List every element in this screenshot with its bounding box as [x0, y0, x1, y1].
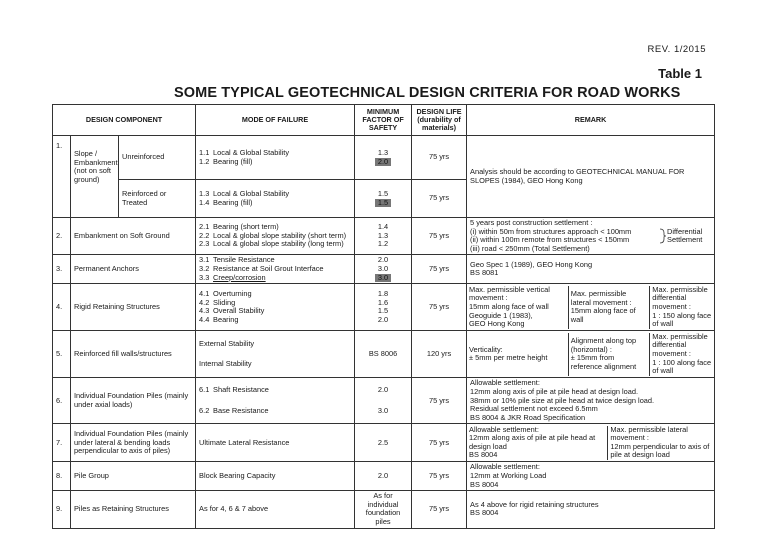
table-header-row — [53, 105, 715, 136]
table-label: Table 1 — [658, 66, 702, 81]
mode-number: 2.2 — [199, 230, 210, 240]
mode-cell — [196, 218, 355, 255]
life-cell: 75 yrs — [412, 462, 467, 491]
table-row — [53, 218, 715, 255]
remark-cell — [467, 331, 715, 378]
life-cell: 75 yrs — [412, 180, 467, 218]
life-cell: 75 yrs — [412, 378, 467, 424]
fos-cell: 2.0 — [355, 462, 412, 491]
fos-value: 1.8 — [377, 289, 389, 299]
component-cell: Permanent Anchors — [71, 255, 196, 284]
table-row — [53, 284, 715, 331]
remark-cell — [467, 218, 715, 255]
mode-cell — [196, 180, 355, 218]
header-min-fos: MINIMUM FACTOR OF SAFETY — [355, 105, 412, 136]
remark-line: GEO Hong Kong — [469, 319, 525, 329]
fos-value: 2.0 — [377, 314, 389, 324]
remark-line: BS 8004 — [469, 450, 498, 460]
remark-cell: Analysis should be according to GEOTECHNICAL MANUAL FOR SLOPES (1984), GEO Hong Kong — [467, 136, 715, 218]
table-row — [53, 462, 715, 491]
table-row — [53, 255, 715, 284]
life-cell: 75 yrs — [412, 136, 467, 180]
page-title: SOME TYPICAL GEOTECHNICAL DESIGN CRITERIA FOR ROAD WORKS — [174, 85, 681, 101]
fos-cell — [355, 180, 412, 218]
remark-line: Allowable settlement: — [470, 378, 540, 388]
header-mode-of-failure: MODE OF FAILURE — [196, 105, 355, 136]
remark-line: BS 8004 — [470, 479, 499, 489]
fos-cell — [355, 218, 412, 255]
remark-line: (iii) road < 250mm (Total Settlement) — [470, 243, 590, 253]
mode-cell — [196, 284, 355, 331]
brace-label: Differential Settlement — [667, 227, 703, 245]
remark-subtable — [467, 286, 714, 329]
mode-cell — [196, 255, 355, 284]
header-design-life: DESIGN LIFE (durability of materials) — [412, 105, 467, 136]
mode-number: 4.2 — [199, 297, 210, 307]
fos-value: 1.2 — [377, 239, 389, 249]
remark-cell — [467, 462, 715, 491]
remark-line: Verticality: — [469, 344, 503, 354]
fos-cell: As for individual foundation piles — [355, 491, 412, 528]
mode-cell — [196, 378, 355, 424]
revision-label: REV. 1/2015 — [647, 44, 706, 55]
fos-value: 2.0 — [375, 158, 391, 167]
mode-number: 1.1 — [199, 147, 210, 157]
mode-number: 3.1 — [199, 255, 210, 265]
mode-text: Tensile Resistance — [213, 255, 275, 265]
component-cell: Pile Group — [71, 462, 196, 491]
remark-line: Residual settlement not exceed 6.5mm — [470, 404, 598, 414]
header-design-component: DESIGN COMPONENT — [53, 105, 196, 136]
table-row — [53, 331, 715, 378]
remark-line: 1 : 100 along face of wall — [652, 357, 712, 376]
remark-line: Allowable settlement: — [470, 462, 540, 472]
fos-value: 1.3 — [377, 147, 389, 157]
header-remark: REMARK — [467, 105, 715, 136]
mode-text: Overall Stability — [213, 306, 265, 316]
mode-text: Bearing — [213, 314, 239, 324]
fos-value: 2.0 — [377, 385, 389, 395]
remark-line: BS 8004 & JKR Road Specification — [470, 412, 586, 422]
remark-subcell — [650, 333, 714, 376]
fos-cell — [355, 255, 412, 284]
mode-number: 3.3 — [199, 272, 210, 282]
mode-cell: Ultimate Lateral Resistance — [196, 424, 355, 462]
row-number: 8. — [53, 462, 71, 491]
remark-line: 15mm along face of wall — [570, 306, 636, 324]
table-row — [53, 491, 715, 528]
brace-icon — [659, 228, 667, 244]
row-number: 6. — [53, 378, 71, 424]
row-number: 1. — [53, 136, 71, 218]
mode-number: 6.1 — [199, 385, 210, 395]
remark-line: Max. permissible lateral movement : — [570, 289, 632, 307]
remark-subcell — [650, 286, 714, 329]
remark-subcell — [568, 333, 650, 376]
remark-subcell — [467, 286, 568, 329]
remark-subcell — [467, 333, 568, 376]
fos-value: 3.0 — [377, 405, 389, 415]
fos-cell: BS 8006 — [355, 331, 412, 378]
remark-cell — [467, 284, 715, 331]
life-cell: 75 yrs — [412, 424, 467, 462]
remark-line: BS 8081 — [470, 268, 499, 278]
remark-line: Max. permissible differential movement : — [652, 332, 708, 359]
table-row — [53, 136, 715, 180]
remark-cell — [467, 378, 715, 424]
fos-cell — [355, 378, 412, 424]
life-cell: 120 yrs — [412, 331, 467, 378]
row-number: 3. — [53, 255, 71, 284]
life-cell: 75 yrs — [412, 491, 467, 528]
remark-subcell — [467, 426, 608, 460]
remark-line: 15mm along face of wall — [469, 302, 549, 312]
remark-subtable — [467, 426, 714, 460]
remark-line: 1 : 150 along face of wall — [652, 310, 712, 329]
row-number: 9. — [53, 491, 71, 528]
mode-text: Local & global slope stability (short term) — [213, 230, 347, 240]
fos-value: 1.3 — [377, 230, 389, 240]
remark-subcell — [568, 286, 650, 329]
table-row — [53, 424, 715, 462]
mode-number: 4.1 — [199, 289, 210, 299]
remark-cell — [467, 491, 715, 528]
fos-value: 3.0 — [377, 264, 389, 274]
remark-line: Max. permissible differential movement : — [652, 285, 708, 312]
mode-number: 1.2 — [199, 156, 210, 166]
life-cell: 75 yrs — [412, 218, 467, 255]
life-cell: 75 yrs — [412, 284, 467, 331]
mode-number: 6.2 — [199, 405, 210, 415]
mode-text: Internal Stability — [199, 359, 252, 369]
remark-line: Alignment along top (horizontal) : — [570, 336, 637, 354]
remark-line: ± 5mm per metre height — [469, 353, 548, 363]
mode-text: Creep/corrosion — [213, 272, 266, 282]
remark-line: Max. permissible lateral movement : — [610, 425, 688, 443]
mode-number: 1.3 — [199, 188, 210, 198]
mode-cell — [196, 331, 355, 378]
fos-value: 1.4 — [377, 222, 389, 232]
mode-number: 2.1 — [199, 222, 210, 232]
component-cell: Individual Foundation Piles (mainly under axial loads) — [71, 378, 196, 424]
mode-text: Local & Global Stability — [213, 188, 290, 198]
row-number: 4. — [53, 284, 71, 331]
remark-subcell — [608, 426, 714, 460]
mode-text: External Stability — [199, 338, 255, 348]
life-cell: 75 yrs — [412, 255, 467, 284]
remark-line: 5 years post construction settlement : — [470, 218, 593, 227]
mode-cell — [196, 136, 355, 180]
criteria-table — [52, 104, 715, 529]
mode-text: Base Resistance — [213, 405, 269, 415]
fos-value: 1.5 — [377, 306, 389, 316]
row-number: 5. — [53, 331, 71, 378]
mode-cell: As for 4, 6 & 7 above — [196, 491, 355, 528]
fos-value: 1.5 — [375, 199, 391, 208]
remark-line: 38mm or 10% pile size at pile head at twice design load. — [470, 395, 655, 405]
remark-line: 12mm along axis of pile at pile head at design load — [469, 433, 596, 451]
remark-line: ± 15mm from reference alignment — [570, 353, 637, 371]
remark-line: Geo Spec 1 (1989), GEO Hong Kong — [470, 259, 593, 269]
mode-cell: Block Bearing Capacity — [196, 462, 355, 491]
row-number: 2. — [53, 218, 71, 255]
mode-number: 1.4 — [199, 197, 210, 207]
subcomponent-cell: Unreinforced — [119, 136, 196, 180]
component-cell: Embankment on Soft Ground — [71, 218, 196, 255]
mode-text: Local & global slope stability (long term) — [213, 239, 344, 249]
row-number: 7. — [53, 424, 71, 462]
remark-line: As 4 above for rigid retaining structures — [470, 499, 599, 509]
fos-cell: 2.5 — [355, 424, 412, 462]
component-cell: Rigid Retaining Structures — [71, 284, 196, 331]
remark-line: 12mm along axis of pile at pile head at design load. — [470, 386, 639, 396]
remark-line: (i) within 50m from structures approach < 100mm — [470, 226, 632, 236]
mode-number: 3.2 — [199, 264, 210, 274]
remark-line: 12mm at Working Load — [470, 470, 547, 480]
mode-text: Overturning — [213, 289, 252, 299]
component-cell: Individual Foundation Piles (mainly under lateral & bending loads perpendicular to axis of piles) — [71, 424, 196, 462]
fos-cell — [355, 284, 412, 331]
component-cell: Slope / Embankment (not on soft ground) — [71, 136, 119, 218]
remark-line: Allowable settlement: — [469, 425, 539, 434]
remark-line: Max. permissible vertical movement : — [469, 285, 550, 303]
remark-cell — [467, 424, 715, 462]
mode-number: 2.3 — [199, 239, 210, 249]
mode-text: Bearing (short term) — [213, 222, 279, 232]
mode-text: Shaft Resistance — [213, 385, 269, 395]
remark-line: Geoguide 1 (1983), — [469, 310, 533, 320]
mode-text: Resistance at Soil Grout Interface — [213, 264, 324, 274]
table-row — [53, 378, 715, 424]
remark-line: (ii) within 100m remote from structures < 150mm — [470, 235, 630, 245]
remark-line: BS 8004 — [470, 508, 499, 518]
mode-text: Bearing (fill) — [213, 156, 253, 166]
subcomponent-cell: Reinforced or Treated — [119, 180, 196, 218]
fos-value: 2.0 — [377, 255, 389, 265]
fos-value: 1.6 — [377, 297, 389, 307]
fos-value: 3.0 — [375, 274, 391, 283]
mode-number: 4.4 — [199, 314, 210, 324]
component-cell: Piles as Retaining Structures — [71, 491, 196, 528]
component-cell: Reinforced fill walls/structures — [71, 331, 196, 378]
mode-number: 4.3 — [199, 306, 210, 316]
mode-text: Local & Global Stability — [213, 147, 290, 157]
fos-cell — [355, 136, 412, 180]
remark-subtable — [467, 333, 714, 376]
fos-value: 1.5 — [377, 188, 389, 198]
mode-text: Bearing (fill) — [213, 197, 253, 207]
remark-line: 12mm perpendicular to axis of pile at design load — [610, 441, 710, 460]
remark-cell — [467, 255, 715, 284]
mode-text: Sliding — [213, 297, 236, 307]
